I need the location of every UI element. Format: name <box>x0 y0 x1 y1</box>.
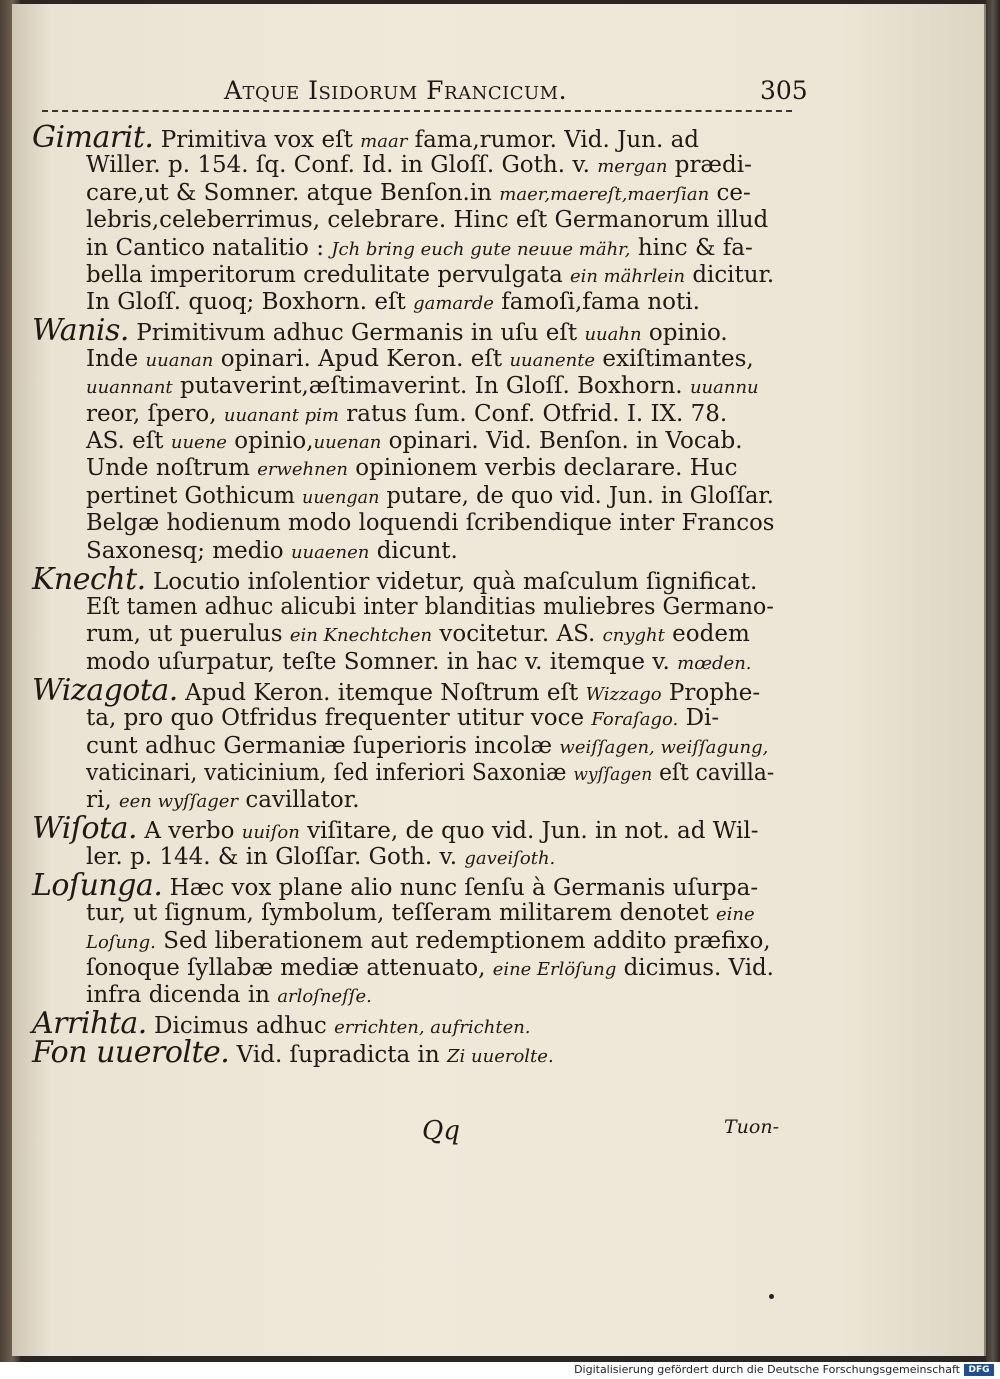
roman-text: Primitivum adhuc Germanis in uſu eſt <box>128 320 585 347</box>
roman-text: modo uſurpatur, teſte Somner. in hac v. itemque v. <box>86 648 678 675</box>
italic-term: uuahn <box>584 324 642 346</box>
italic-term: Wizzago <box>585 683 662 705</box>
roman-text: Di- <box>678 705 720 732</box>
roman-text: pertinet Gothicum <box>86 482 303 509</box>
italic-term: Zi uuerolte. <box>447 1046 554 1068</box>
roman-text: Hæc vox plane alio nunc ſenſu à Germanis uſurpa- <box>162 874 759 901</box>
roman-text: Unde noſtrum <box>86 455 258 482</box>
roman-text: ler. p. 144. & in Gloſſar. Goth. v. <box>86 843 465 870</box>
roman-text: ri, <box>86 787 119 814</box>
roman-text: eodem <box>664 621 750 648</box>
roman-text: famoſi,fama noti. <box>493 289 700 316</box>
italic-term: weiſſagen, weiſſagung, <box>559 736 769 758</box>
entry-first-line <box>32 1035 554 1071</box>
book-page <box>12 4 986 1356</box>
roman-text: cunt adhuc Germaniæ ſuperioris incolæ <box>86 732 560 759</box>
roman-text: lebris,celeberrimus, celebrare. Hinc eſt Germanorum illud <box>86 207 769 234</box>
headword: Wiſota. <box>32 811 138 847</box>
headword: Wizagota. <box>32 672 178 708</box>
entry-first-line <box>32 561 758 597</box>
ink-speck <box>769 1294 774 1299</box>
headword: Knecht. <box>32 561 146 597</box>
entry-line <box>86 427 743 457</box>
entry-line <box>86 927 771 957</box>
roman-text: opinio. <box>641 320 728 347</box>
roman-text: vocitetur. AS. <box>432 621 603 648</box>
roman-text: Prophe- <box>661 679 761 706</box>
entry-line <box>86 234 753 264</box>
entry-line <box>86 593 774 621</box>
headword: Gimarit. <box>32 120 154 155</box>
italic-term: uuiſon <box>241 822 300 844</box>
italic-term: ein Knechtchen <box>289 625 433 647</box>
roman-text: Apud Keron. itemque Noſtrum eſt <box>177 679 586 706</box>
entry-line <box>86 151 752 181</box>
italic-term: cnyght <box>602 625 665 647</box>
headword: Loſunga. <box>32 867 163 903</box>
italic-term: errichten, aufrichten. <box>334 1017 531 1039</box>
italic-term: uuaenen <box>290 541 370 563</box>
italic-term: uuannant <box>86 377 173 399</box>
entry-line <box>86 732 768 762</box>
italic-term: uuene <box>170 432 227 453</box>
page-fore-edge <box>986 0 1000 1362</box>
italic-term: uuenan <box>313 432 382 453</box>
italic-term: eine <box>715 904 755 926</box>
entry-line <box>86 482 774 512</box>
italic-term: wyſſagen <box>573 764 653 785</box>
roman-text: care,ut & Somner. atque Benſon.in <box>86 179 500 206</box>
roman-text: ratus ſum. Conf. Otfrid. I. IX. 78. <box>339 400 728 427</box>
roman-text: tur, ut ſignum, ſymbolum, teſſeram militarem denotet <box>86 900 716 927</box>
entry-line <box>86 620 750 650</box>
roman-text: Inde <box>86 345 146 372</box>
roman-text: fama,rumor. Vid. Jun. ad <box>407 127 700 153</box>
roman-text: exiſtimantes, <box>595 345 754 372</box>
roman-text: ſonoque ſyllabæ mediæ attenuato, <box>86 955 493 981</box>
roman-text: opinari. Vid. Benſon. in Vocab. <box>381 428 743 454</box>
entry-first-line <box>32 867 759 903</box>
italic-term: uuannu <box>689 377 759 399</box>
header-rule <box>42 110 792 112</box>
entry-line <box>86 206 768 234</box>
signature-mark: Qq <box>422 1116 460 1146</box>
entry-line <box>86 454 738 484</box>
italic-term: uuanan <box>145 349 214 371</box>
entry-line <box>86 759 774 789</box>
roman-text: ce- <box>709 179 751 206</box>
roman-text: dicitur. <box>685 262 775 288</box>
italic-term: maar <box>360 131 408 152</box>
roman-text: Locutio inſolentior videtur, quà maſculum ſignificat. <box>145 568 758 595</box>
roman-text: putare, de quo vid. Jun. in Gloſſar. <box>379 482 774 509</box>
entry-line <box>86 179 751 209</box>
italic-term: een wyſſager <box>118 791 239 813</box>
roman-text: bella imperitorum credulitate pervulgata <box>86 262 571 288</box>
catchword: Tuon- <box>724 1116 780 1138</box>
italic-term: gaveiſoth. <box>464 847 556 869</box>
roman-text: prædi- <box>667 152 752 179</box>
entry-line <box>86 372 759 402</box>
roman-text: Dicimus adhuc <box>146 1013 335 1040</box>
roman-text: vaticinari, vaticinium, ſed inferiori Saxoniæ <box>86 760 574 786</box>
roman-text: AS. eſt <box>86 428 171 454</box>
italic-term: mœden. <box>677 652 752 674</box>
roman-text: opinionem verbis declarare. Huc <box>347 455 738 482</box>
roman-text: Vid. ſupradicta in <box>229 1042 448 1069</box>
roman-text: opinari. Apud Keron. eſt <box>213 345 510 372</box>
roman-text: dicunt. <box>369 537 458 564</box>
roman-text: rum, ut puerulus <box>86 621 290 648</box>
entry-line <box>86 954 774 984</box>
roman-text: In Gloſſ. quoq; Boxhorn. eſt <box>86 289 414 316</box>
entry-line <box>86 400 727 430</box>
roman-text: cavillator. <box>238 787 360 814</box>
roman-text: reor, ſpero, <box>86 400 224 427</box>
roman-text: Belgæ hodienum modo loquendi ſcribendique inter Francos <box>86 510 775 537</box>
entry-line <box>86 899 755 929</box>
footer-credit: Digitalisierung gefördert durch die Deutsche Forschungsgemeinschaft <box>574 1363 960 1376</box>
italic-term: eine Erlöſung <box>492 959 617 980</box>
roman-text: dicimus. Vid. <box>616 955 774 981</box>
italic-term: Loſung. <box>86 931 156 953</box>
entry-line <box>86 509 774 537</box>
roman-text: ta, pro quo Otfridus frequenter utitur voce <box>86 705 592 732</box>
italic-term: Foraſago. <box>591 709 679 731</box>
italic-term: uuanant pim <box>223 404 339 426</box>
roman-text: infra dicenda in <box>86 982 278 1009</box>
roman-text: opinio, <box>226 428 314 454</box>
roman-text: Primitiva vox eſt <box>153 127 361 153</box>
roman-text: hinc & fa- <box>630 234 753 261</box>
italic-term: gamarde <box>413 293 494 315</box>
headword: Arrihta. <box>32 1006 147 1042</box>
roman-text: in Cantico natalitio : <box>86 234 332 261</box>
roman-text: Eſt tamen adhuc alicubi inter blanditias muliebres Germano- <box>86 594 774 620</box>
italic-term: uuengan <box>302 486 380 508</box>
roman-text: Willer. p. 154. ſq. Conf. Id. in Gloſſ. Goth. v. <box>86 152 598 179</box>
italic-term: maer,maereſt,maerſian <box>499 183 710 205</box>
roman-text: A verbo <box>137 818 242 845</box>
page-number: 305 <box>760 76 808 105</box>
entry-line <box>86 345 754 375</box>
running-head: Atque Isidorum Francicum. <box>224 76 568 105</box>
entry-line <box>86 288 700 318</box>
roman-text: viſitare, de quo vid. Jun. in not. ad Wil- <box>299 818 759 845</box>
italic-term: mergan <box>597 156 668 178</box>
roman-text: Saxonesq; medio <box>86 537 291 564</box>
entry-line <box>86 261 774 291</box>
entry-line <box>86 704 719 734</box>
headword: Wanis. <box>32 313 129 349</box>
headword: Fon uuerolte. <box>32 1035 230 1071</box>
roman-text: eſt cavilla- <box>652 760 775 786</box>
dfg-logo-icon: DFG <box>964 1364 994 1376</box>
italic-term: uuanente <box>509 349 596 371</box>
roman-text: putaverint,æſtimaverint. In Gloſſ. Boxhorn. <box>172 373 690 400</box>
roman-text: Sed liberationem aut redemptionem addito præfixo, <box>155 927 771 954</box>
italic-term: Jch bring euch gute neuue mähr, <box>331 238 631 260</box>
italic-term: erwehnen <box>257 459 348 481</box>
italic-term: ein mährlein <box>570 266 686 287</box>
entry-line <box>86 648 752 678</box>
italic-term: arloſneſſe. <box>277 986 372 1008</box>
